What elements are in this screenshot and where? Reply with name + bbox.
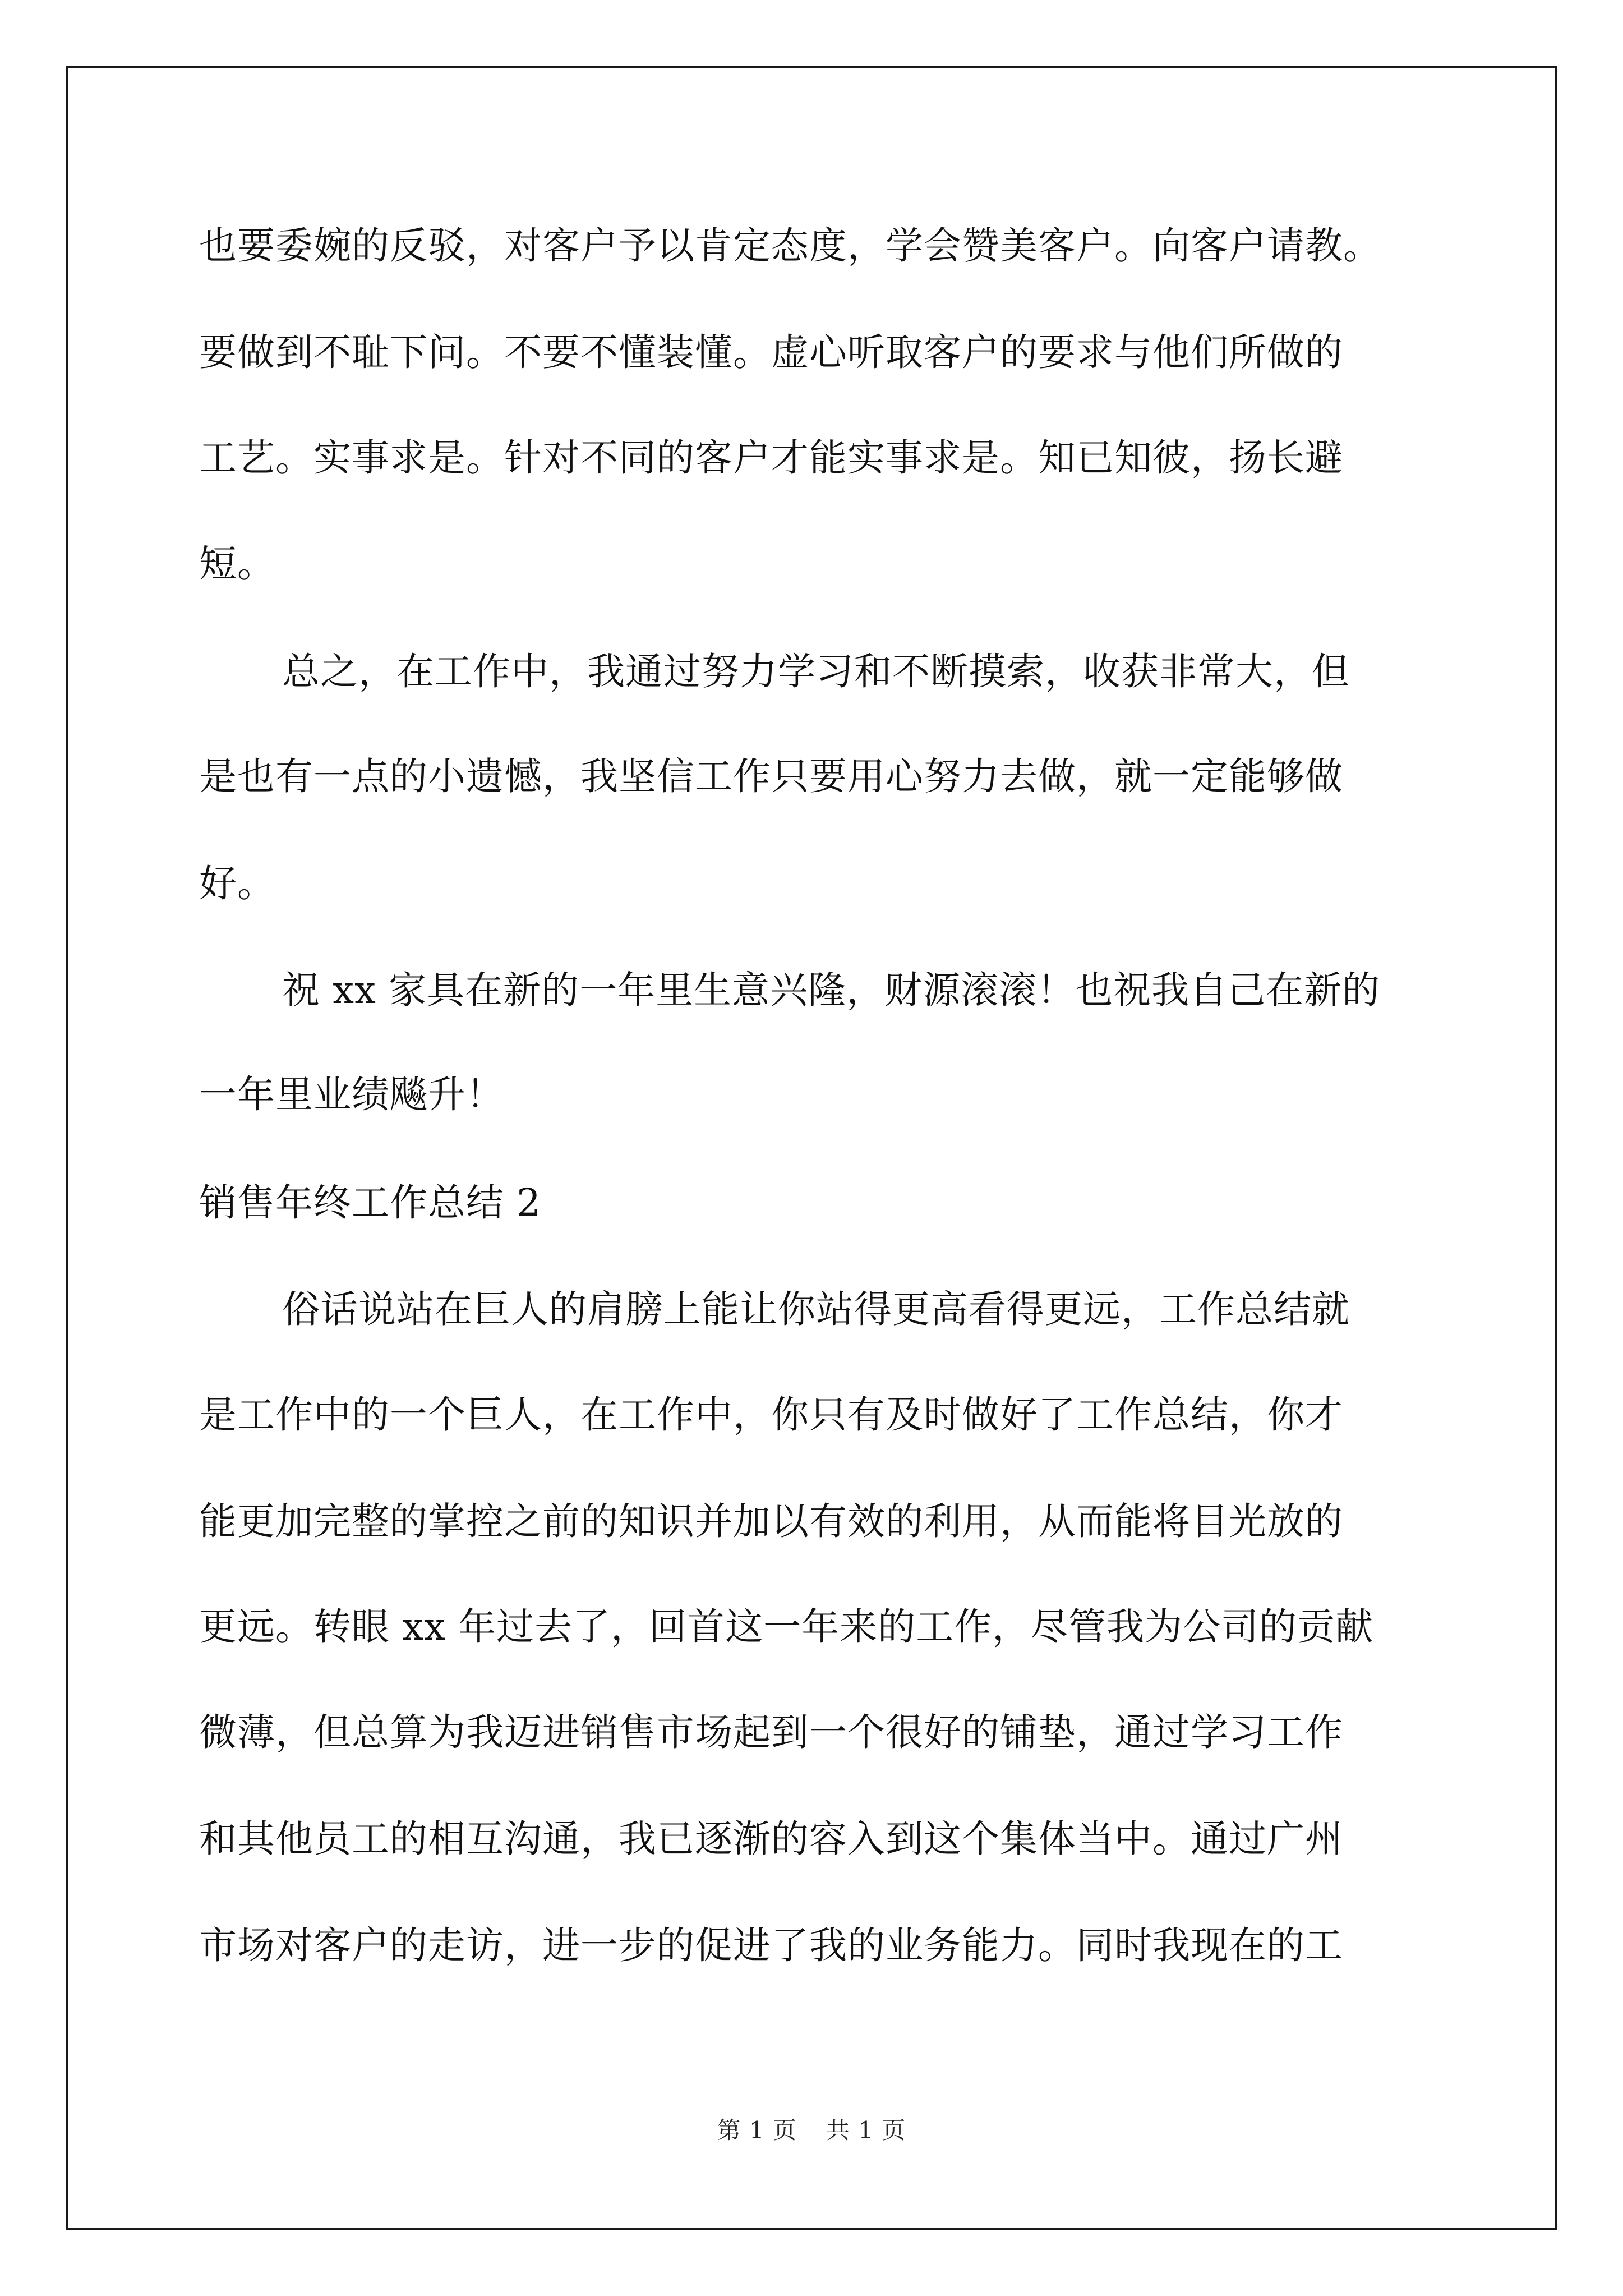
text-line: 能更加完整的掌控之前的知识并加以有效的利用，从而能将目光放的 — [199, 1499, 1343, 1543]
text-line: 是工作中的一个巨人，在工作中，你只有及时做好了工作总结，你才 — [199, 1393, 1343, 1437]
section-heading: 销售年终工作总结 2 — [199, 1181, 541, 1225]
text-line: 要做到不耻下问。不要不懂装懂。虚心听取客户的要求与他们所做的 — [199, 330, 1343, 374]
text-line: 祝 xx 家具在新的一年里生意兴隆，财源滚滚！也祝我自己在新的 — [282, 968, 1381, 1012]
text-line: 微薄，但总算为我迈进销售市场起到一个很好的铺垫，通过学习工作 — [199, 1710, 1343, 1754]
text-line: 一年里业绩飚升！ — [199, 1073, 504, 1116]
text-line: 短。 — [199, 542, 275, 586]
text-line: 是也有一点的小遗憾，我坚信工作只要用心努力去做，就一定能够做 — [199, 754, 1343, 798]
text-line: 更远。转眼 xx 年过去了，回首这一年来的工作，尽管我为公司的贡献 — [199, 1605, 1374, 1649]
text-line: 好。 — [199, 862, 275, 905]
text-line: 也要委婉的反驳，对客户予以肯定态度，学会赞美客户。向客户请教。 — [199, 224, 1381, 268]
page-footer — [0, 2112, 1623, 2146]
text-line: 俗话说站在巨人的肩膀上能让你站得更高看得更远，工作总结就 — [282, 1287, 1350, 1331]
text-line: 市场对客户的走访，进一步的促进了我的业务能力。同时我现在的工 — [199, 1924, 1343, 1967]
text-line: 和其他员工的相互沟通，我已逐渐的容入到这个集体当中。通过广州 — [199, 1817, 1343, 1861]
page-border — [66, 66, 1557, 2230]
page-number: 第 1 页 — [717, 2116, 797, 2144]
text-line: 工艺。实事求是。针对不同的客户才能实事求是。知已知彼，扬长避 — [199, 436, 1343, 480]
text-line: 总之，在工作中，我通过努力学习和不断摸索，收获非常大，但 — [282, 650, 1350, 693]
total-pages: 共 1 页 — [826, 2116, 906, 2144]
